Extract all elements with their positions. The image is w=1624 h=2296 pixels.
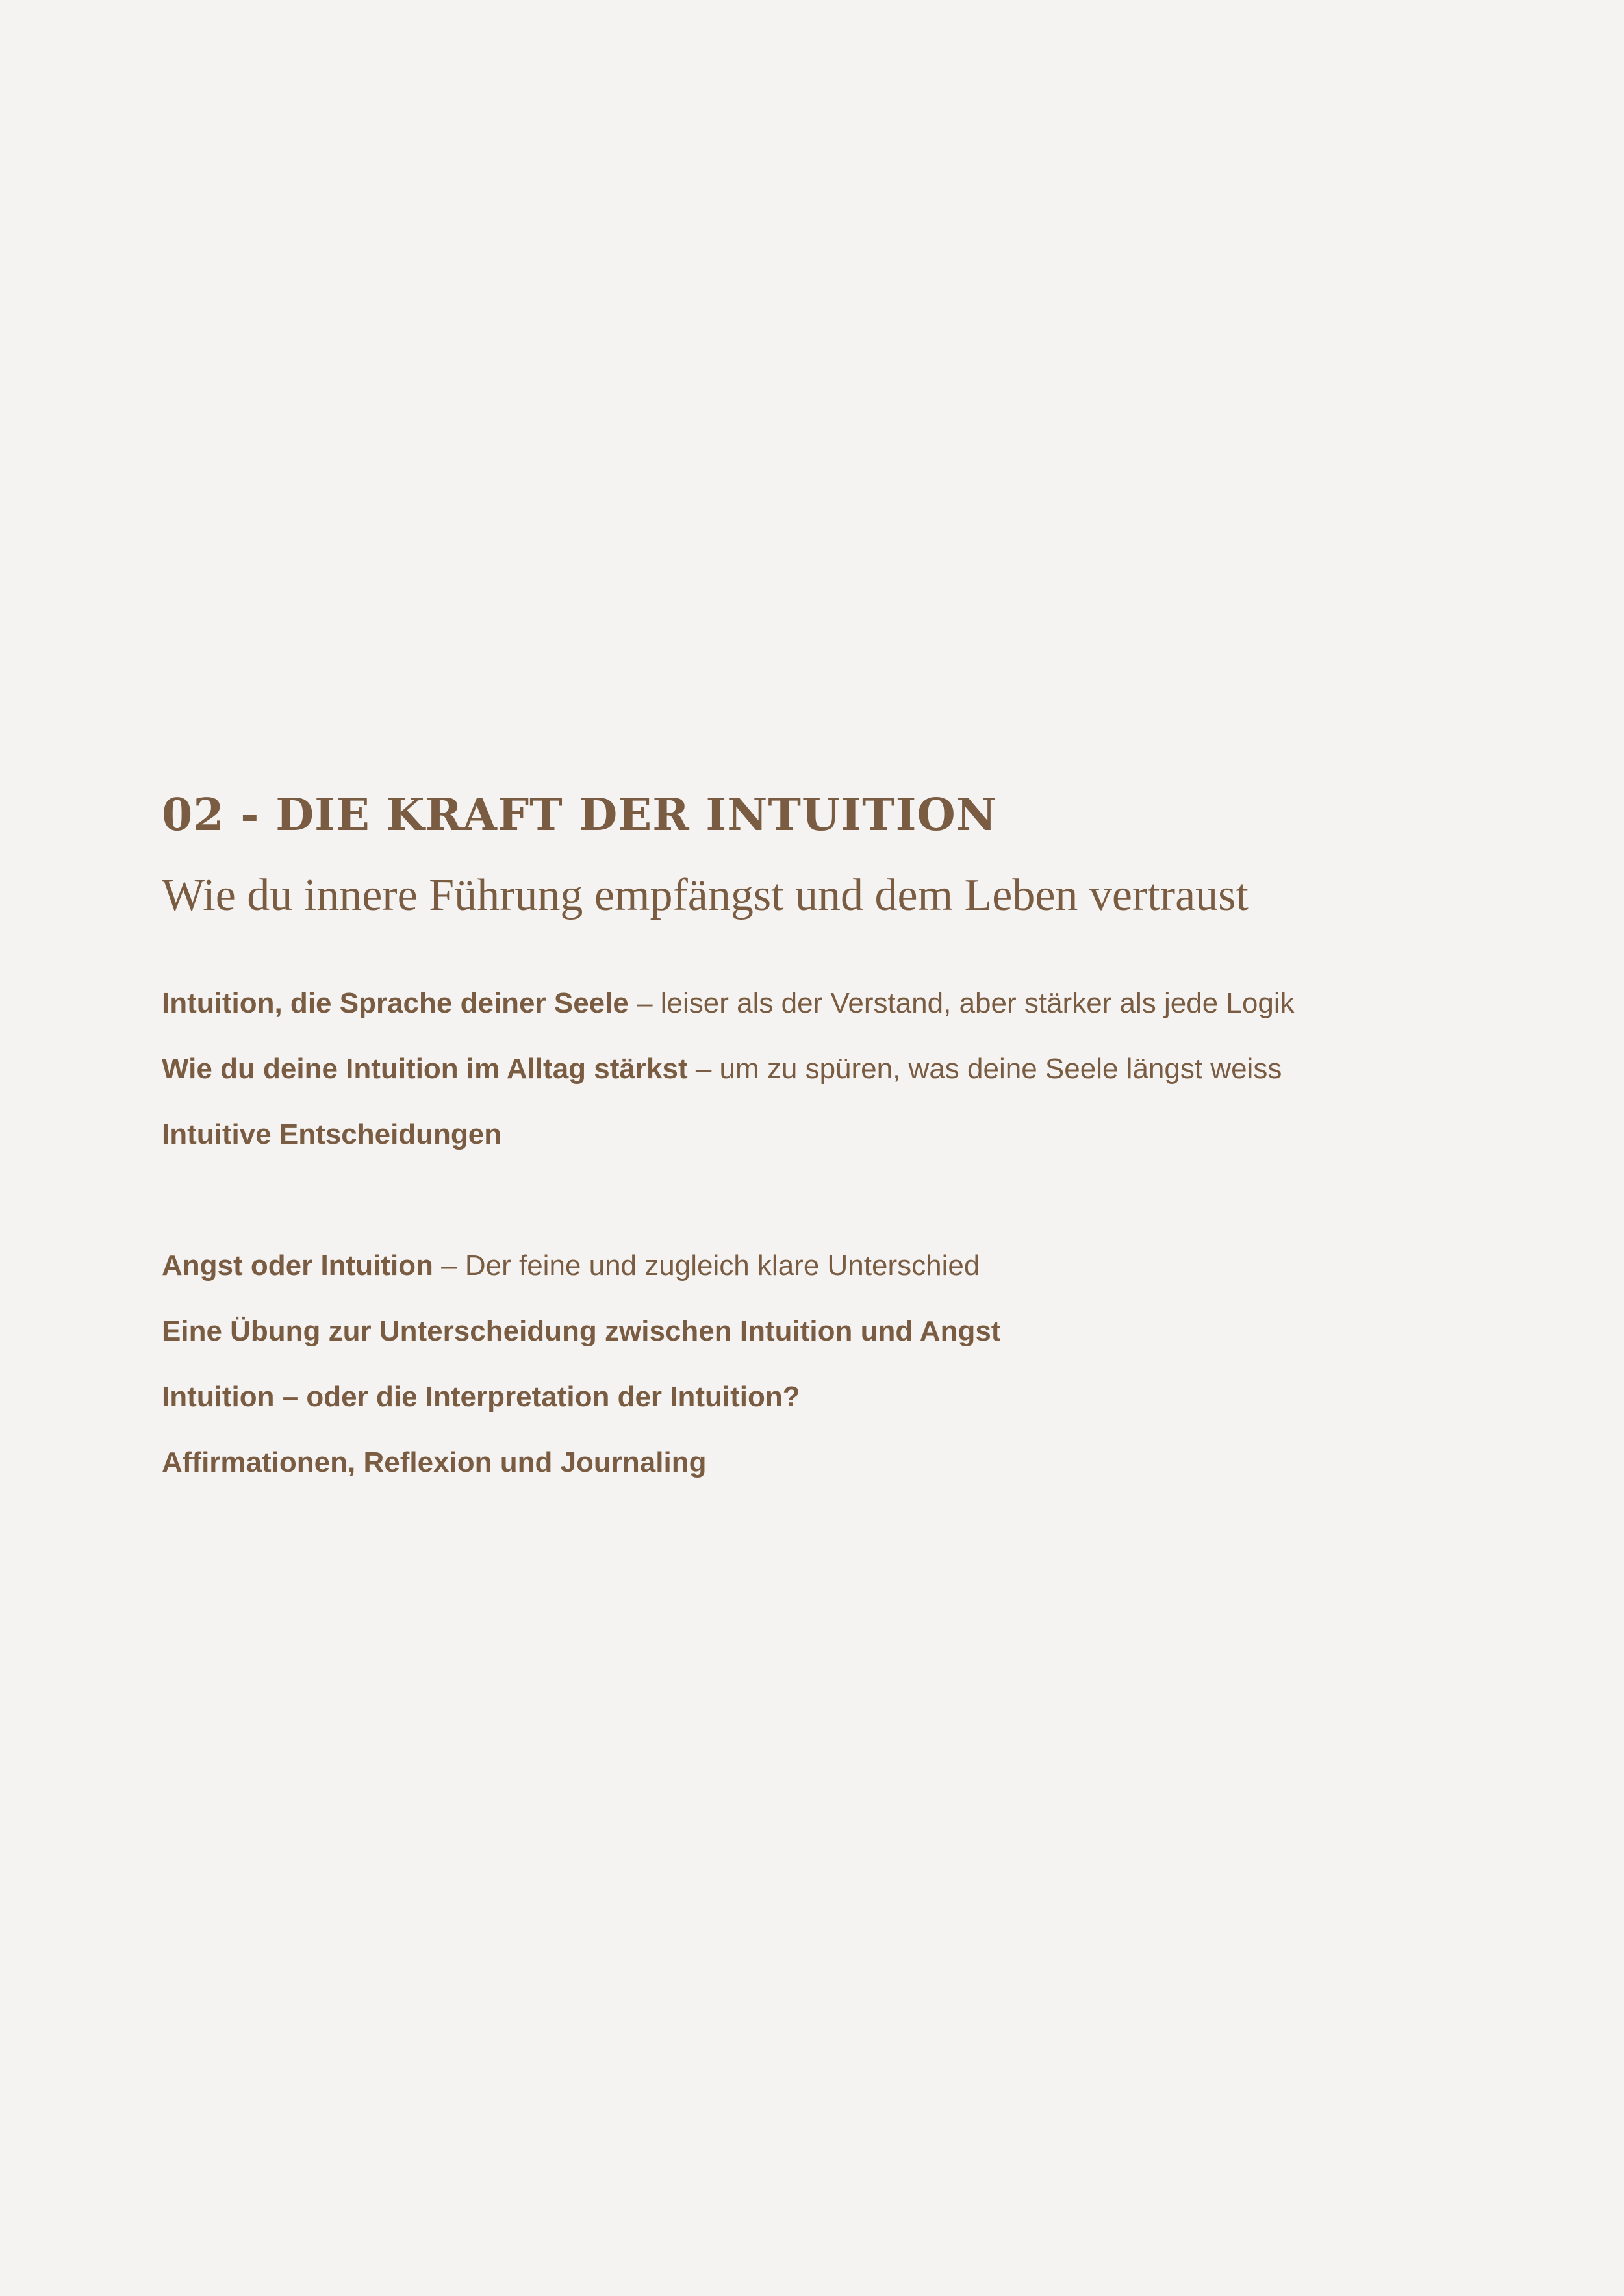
- topic-item: [162, 1378, 1526, 1444]
- topic-item: [162, 1247, 1526, 1313]
- topic-description: Der feine und zugleich klare Unterschied: [464, 1250, 980, 1281]
- topic-description: leiser als der Verstand, aber stärker als jede Logik: [660, 987, 1295, 1019]
- spacer: [162, 1181, 1526, 1247]
- topic-title: Intuition – oder die Interpretation der Intuition?: [162, 1381, 800, 1413]
- topic-list: [162, 985, 1526, 1509]
- chapter-subtitle: Wie du innere Führung empfängst und dem Leben vertraust: [162, 870, 1249, 920]
- topic-title: Wie du deine Intuition im Alltag stärkst: [162, 1053, 688, 1085]
- topic-title: Intuition, die Sprache deiner Seele: [162, 987, 629, 1019]
- topic-item: [162, 1050, 1526, 1116]
- topic-separator: –: [628, 987, 661, 1019]
- topic-item: [162, 1313, 1526, 1378]
- topic-title: Angst oder Intuition: [162, 1250, 433, 1281]
- topic-item: [162, 1116, 1526, 1181]
- topic-item: [162, 1444, 1526, 1509]
- topic-description: um zu spüren, was deine Seele längst weiss: [719, 1053, 1282, 1085]
- chapter-section: [162, 789, 1526, 1509]
- topic-separator: –: [687, 1053, 720, 1085]
- topic-title: Eine Übung zur Unterscheidung zwischen Intuition und Angst: [162, 1315, 1001, 1347]
- topic-item: [162, 985, 1526, 1050]
- topic-separator: –: [433, 1250, 465, 1281]
- topic-title: Intuitive Entscheidungen: [162, 1118, 502, 1150]
- topic-title: Affirmationen, Reflexion und Journaling: [162, 1446, 707, 1478]
- chapter-title: 02 - DIE KRAFT DER INTUITION: [162, 789, 997, 841]
